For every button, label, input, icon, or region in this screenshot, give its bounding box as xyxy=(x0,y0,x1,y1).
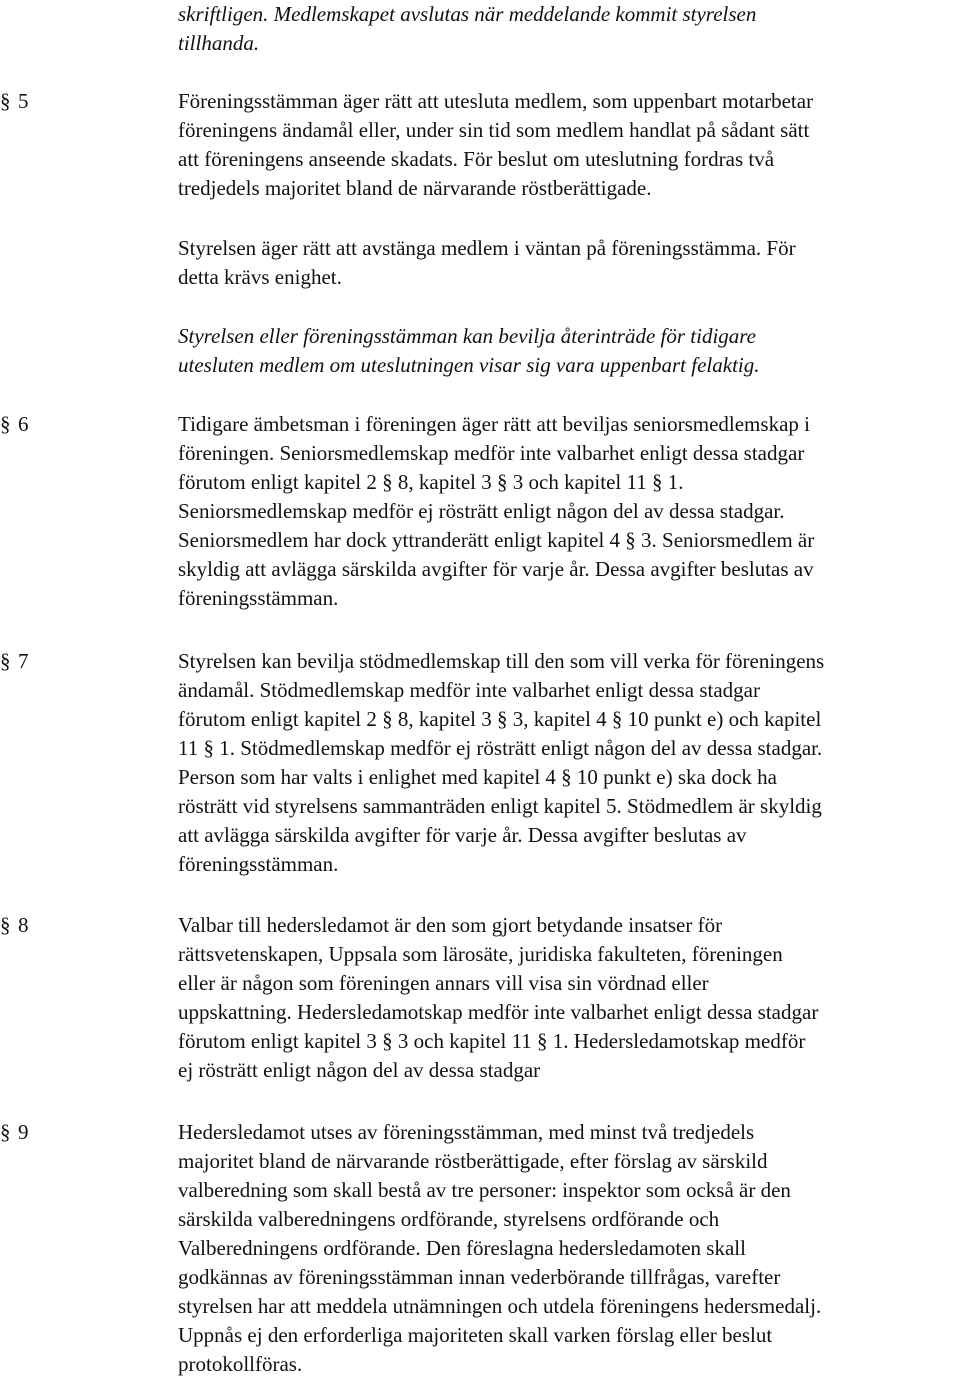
section-9-line: Valberedningens ordförande. Den föreslagna hedersledamoten skall xyxy=(178,1236,746,1260)
section-9-line: särskilda valberedningens ordförande, styrelsens ordförande och xyxy=(178,1207,720,1231)
section-5-line: Styrelsen äger rätt att avstänga medlem i väntan på föreningsstämma. För xyxy=(178,236,796,260)
section-9-line: majoritet bland de närvarande röstberättigade, efter förslag av särskild xyxy=(178,1149,768,1173)
section-mark: § xyxy=(0,1120,11,1144)
section-7-line: Person som har valts i enlighet med kapitel 4 § 10 punkt e) ska dock ha xyxy=(178,765,777,789)
section-6-line: föreningsstämman. xyxy=(178,586,339,610)
section-7-line: ändamål. Stödmedlemskap medför inte valbarhet enligt dessa stadgar xyxy=(178,678,760,702)
section-6-line: Tidigare ämbetsman i föreningen äger rätt att beviljas seniorsmedlemskap i xyxy=(178,412,810,436)
section-number-8 xyxy=(0,911,29,940)
section-8-line: uppskattning. Hedersledamotskap medför inte valbarhet enligt dessa stadgar xyxy=(178,1000,819,1024)
section-number: 5 xyxy=(18,89,29,113)
section-7-line: att avlägga särskilda avgifter för varje år. Dessa avgifter beslutas av xyxy=(178,823,747,847)
section-8-line: rättsvetenskapen, Uppsala som lärosäte, juridiska fakulteten, föreningen xyxy=(178,942,783,966)
section-5-italic-line: utesluten medlem om uteslutningen visar sig vara uppenbart felaktig. xyxy=(178,353,760,377)
intro-line: skriftligen. Medlemskapet avslutas när meddelande kommit styrelsen xyxy=(178,2,757,26)
section-8-line: ej rösträtt enligt någon del av dessa stadgar xyxy=(178,1058,541,1082)
section-6-line: Seniorsmedlemskap medför ej rösträtt enligt någon del av dessa stadgar. xyxy=(178,499,785,523)
section-number: 9 xyxy=(18,1120,29,1144)
section-7-line: Styrelsen kan bevilja stödmedlemskap till den som vill verka för föreningens xyxy=(178,649,825,673)
section-number-7 xyxy=(0,647,29,676)
section-9-line: Uppnås ej den erforderliga majoriteten skall varken förslag eller beslut xyxy=(178,1323,773,1347)
section-8-line: eller är någon som föreningen annars vill visa sin vördnad eller xyxy=(178,971,709,995)
section-6-line: förutom enligt kapitel 2 § 8, kapitel 3 § 3 och kapitel 11 § 1. xyxy=(178,470,684,494)
section-5-line: tredjedels majoritet bland de närvarande röstberättigade. xyxy=(178,176,652,200)
section-5-line: Föreningsstämman äger rätt att utesluta medlem, som uppenbart motarbetar xyxy=(178,89,814,113)
section-7-line: 11 § 1. Stödmedlemskap medför ej rösträtt enligt någon del av dessa stadgar. xyxy=(178,736,823,760)
section-number-6 xyxy=(0,410,29,439)
section-9-line: styrelsen har att meddela utnämningen och utdela föreningens hedersmedalj. xyxy=(178,1294,822,1318)
section-number: 7 xyxy=(18,649,29,673)
section-7-line: föreningsstämman. xyxy=(178,852,339,876)
section-number-5 xyxy=(0,87,29,116)
intro-line: tillhanda. xyxy=(178,31,260,55)
section-5-italic-line: Styrelsen eller föreningsstämman kan bevilja återinträde för tidigare xyxy=(178,324,757,348)
section-9-line: godkännas av föreningsstämman innan vederbörande tillfrågas, varefter xyxy=(178,1265,781,1289)
section-mark: § xyxy=(0,412,11,436)
section-7-line: rösträtt vid styrelsens sammanträden enligt kapitel 5. Stödmedlem är skyldig xyxy=(178,794,822,818)
section-mark: § xyxy=(0,89,11,113)
section-7-line: förutom enligt kapitel 2 § 8, kapitel 3 § 3, kapitel 4 § 10 punkt e) och kapitel xyxy=(178,707,822,731)
section-number: 6 xyxy=(18,412,29,436)
section-6-line: Seniorsmedlem har dock yttranderätt enligt kapitel 4 § 3. Seniorsmedlem är xyxy=(178,528,815,552)
section-9-line: valberedning som skall bestå av tre personer: inspektor som också är den xyxy=(178,1178,791,1202)
section-8-line: Valbar till hedersledamot är den som gjort betydande insatser för xyxy=(178,913,723,937)
section-9-line: protokollföras. xyxy=(178,1352,303,1376)
section-6-line: föreningen. Seniorsmedlemskap medför inte valbarhet enligt dessa stadgar xyxy=(178,441,805,465)
section-5-line: detta krävs enighet. xyxy=(178,265,342,289)
section-5-line: föreningens ändamål eller, under sin tid som medlem handlat på sådant sätt xyxy=(178,118,810,142)
section-number-9 xyxy=(0,1118,29,1147)
section-9-line: Hedersledamot utses av föreningsstämman, med minst två tredjedels xyxy=(178,1120,755,1144)
section-mark: § xyxy=(0,913,11,937)
section-8-line: förutom enligt kapitel 3 § 3 och kapitel 11 § 1. Hedersledamotskap medför xyxy=(178,1029,806,1053)
section-mark: § xyxy=(0,649,11,673)
section-5-line: att föreningens anseende skadats. För beslut om uteslutning fordras två xyxy=(178,147,775,171)
section-6-line: skyldig att avlägga särskilda avgifter för varje år. Dessa avgifter beslutas av xyxy=(178,557,814,581)
section-number: 8 xyxy=(18,913,29,937)
